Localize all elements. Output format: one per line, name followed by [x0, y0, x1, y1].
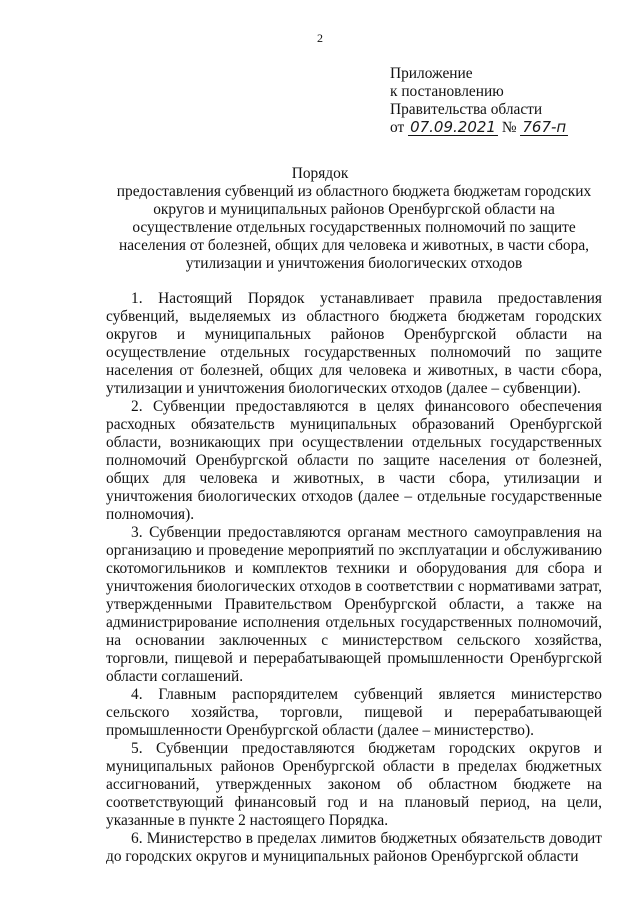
- paragraph: 1. Настоящий Порядок устанавливает правила предоставления субвенций, выделяемых из областного бюджета бюджетам городских округов и муниципальных районов Оренбургской области на осуществление отдельных государственных полномочий по защите населения от болезней, общих для человека и животных, в части сбора, утилизации и уничтожения биологических отходов (далее – субвенции).: [106, 290, 602, 397]
- handwritten-number: 767-п: [522, 118, 567, 136]
- appendix-block: [390, 65, 568, 137]
- handwritten-date: 07.09.2021: [410, 118, 496, 136]
- number-sign: №: [501, 119, 517, 136]
- appendix-line-2: к постановлению: [390, 83, 504, 100]
- paragraph: 4. Главным распорядителем субвенций является министерство сельского хозяйства, торговли, пищевой и перерабатывающей промышленности Оренбургской области (далее – министерство).: [106, 686, 602, 739]
- paragraph: 2. Субвенции предоставляются в целях финансового обеспечения расходных обязательств муниципальных образований Оренбургской области, возникающих при осуществлении отдельных государственных полномочий Оренбургской области по защите населения от болезней, общих для человека и животных, в части сбора, утилизации и уничтожения биологических отходов (далее – отдельные государственные полномочия).: [106, 398, 602, 523]
- document-subtitle: предоставления субвенций из областного бюджета бюджетам городских округов и муниципальных районов Оренбургской области на осуществление отдельных государственных полномочий по защите населения от болезней, общих для человека и животных, в части сбора, утилизации и уничтожения биологических отходов: [116, 183, 592, 272]
- document-title: Порядок: [291, 165, 349, 182]
- from-label: от: [390, 119, 405, 136]
- document-body: [106, 290, 602, 866]
- paragraph: 5. Субвенции предоставляются бюджетам городских округов и муниципальных районов Оренбургской области в пределах бюджетных ассигнований, утвержденных законом об областном бюджете на соответствующий финансовый год и на плановый период, на цели, указанные в пункте 2 настоящего Порядка.: [106, 740, 602, 829]
- page-number: 2: [317, 31, 323, 45]
- appendix-line-3: Правительства области: [390, 101, 543, 118]
- paragraph: 3. Субвенции предоставляются органам местного самоуправления на организацию и проведение мероприятий по эксплуатации и обслуживанию скотомогильников и комплектов техники и оборудования для сбора и уничтожения биологических отходов в соответствии с нормативами затрат, утвержденными Правительством Оренбургской области, а также на администрирование исполнения отдельных государственных полномочий, на основании заключенных с министерством сельского хозяйства, торговли, пищевой и перерабатывающей промышленности Оренбургской области соглашений.: [106, 524, 602, 685]
- appendix-date-line: [390, 119, 568, 137]
- paragraph: 6. Министерство в пределах лимитов бюджетных обязательств доводит до городских округов и муниципальных районов Оренбургской области: [106, 830, 602, 865]
- appendix-line-1: Приложение: [390, 65, 473, 82]
